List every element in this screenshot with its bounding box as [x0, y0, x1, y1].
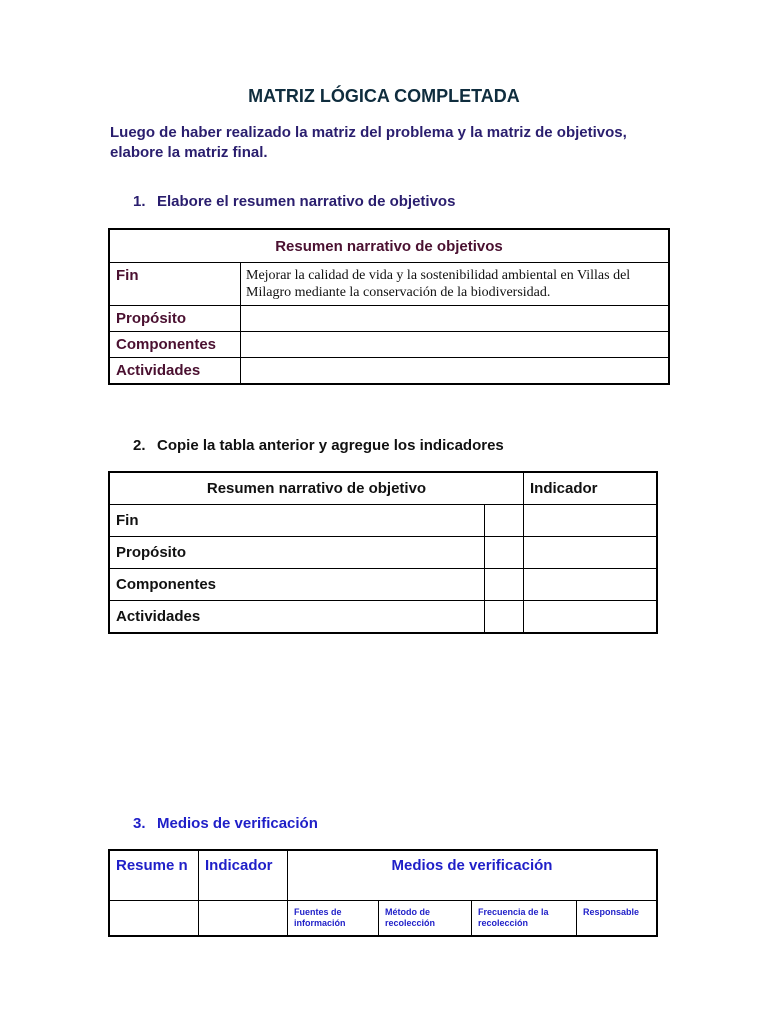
section-2-title: Copie la tabla anterior y agregue los indicadores: [157, 437, 504, 454]
narrative-table-header: Resumen narrativo de objetivos: [109, 229, 669, 263]
indicators-col-indicador: Indicador: [524, 472, 658, 505]
subcol-responsable: Responsable: [577, 901, 658, 937]
subcol-metodo: Método de recolección: [379, 901, 472, 937]
row-text-actividades: [241, 358, 670, 385]
indicators-value-cell: [524, 569, 658, 601]
section-1-heading: [133, 193, 455, 210]
subcol-fuentes: Fuentes de información: [288, 901, 379, 937]
indicators-value-cell: [524, 537, 658, 569]
intro-text: Luego de haber realizado la matriz del problema y la matriz de objetivos, elabore la matriz final.: [110, 124, 627, 161]
row-label-componentes: Componentes: [109, 332, 241, 358]
verification-col-medios: Medios de verificación: [288, 850, 658, 901]
row-text-proposito: [241, 306, 670, 332]
indicators-row-fin: Fin: [109, 505, 485, 537]
section-3-title: Medios de verificación: [157, 815, 318, 832]
indicators-gap-cell: [485, 505, 524, 537]
indicators-row-proposito: Propósito: [109, 537, 485, 569]
section-1-title: Elabore el resumen narrativo de objetivos: [157, 193, 456, 210]
section-2-heading: [133, 437, 504, 454]
indicators-gap-cell: [485, 601, 524, 634]
row-label-fin: Fin: [109, 263, 241, 306]
indicators-value-cell: [524, 505, 658, 537]
section-1-number: 1.: [133, 193, 146, 210]
section-3-number: 3.: [133, 815, 146, 832]
section-2-number: 2.: [133, 437, 146, 454]
section-3-heading: [133, 815, 318, 832]
subcol-frecuencia: Frecuencia de la recolección: [472, 901, 577, 937]
narrative-summary-table: [108, 228, 670, 385]
indicators-row-actividades: Actividades: [109, 601, 485, 634]
indicators-row-componentes: Componentes: [109, 569, 485, 601]
verification-empty-resumen: [109, 901, 199, 937]
verification-col-resumen: Resume n: [109, 850, 199, 901]
row-text-componentes: [241, 332, 670, 358]
verification-table: [108, 849, 658, 937]
indicators-value-cell: [524, 601, 658, 634]
row-text-fin: Mejorar la calidad de vida y la sostenibilidad ambiental en Villas del Milagro mediante la conservación de la biodiversidad.: [241, 263, 670, 306]
indicators-col-resumen: Resumen narrativo de objetivo: [109, 472, 524, 505]
indicators-table: [108, 471, 658, 634]
page-title: MATRIZ LÓGICA COMPLETADA: [248, 86, 520, 106]
indicators-gap-cell: [485, 537, 524, 569]
row-label-proposito: Propósito: [109, 306, 241, 332]
indicators-gap-cell: [485, 569, 524, 601]
verification-empty-indicador: [199, 901, 288, 937]
row-label-actividades: Actividades: [109, 358, 241, 385]
verification-col-indicador: Indicador: [199, 850, 288, 901]
